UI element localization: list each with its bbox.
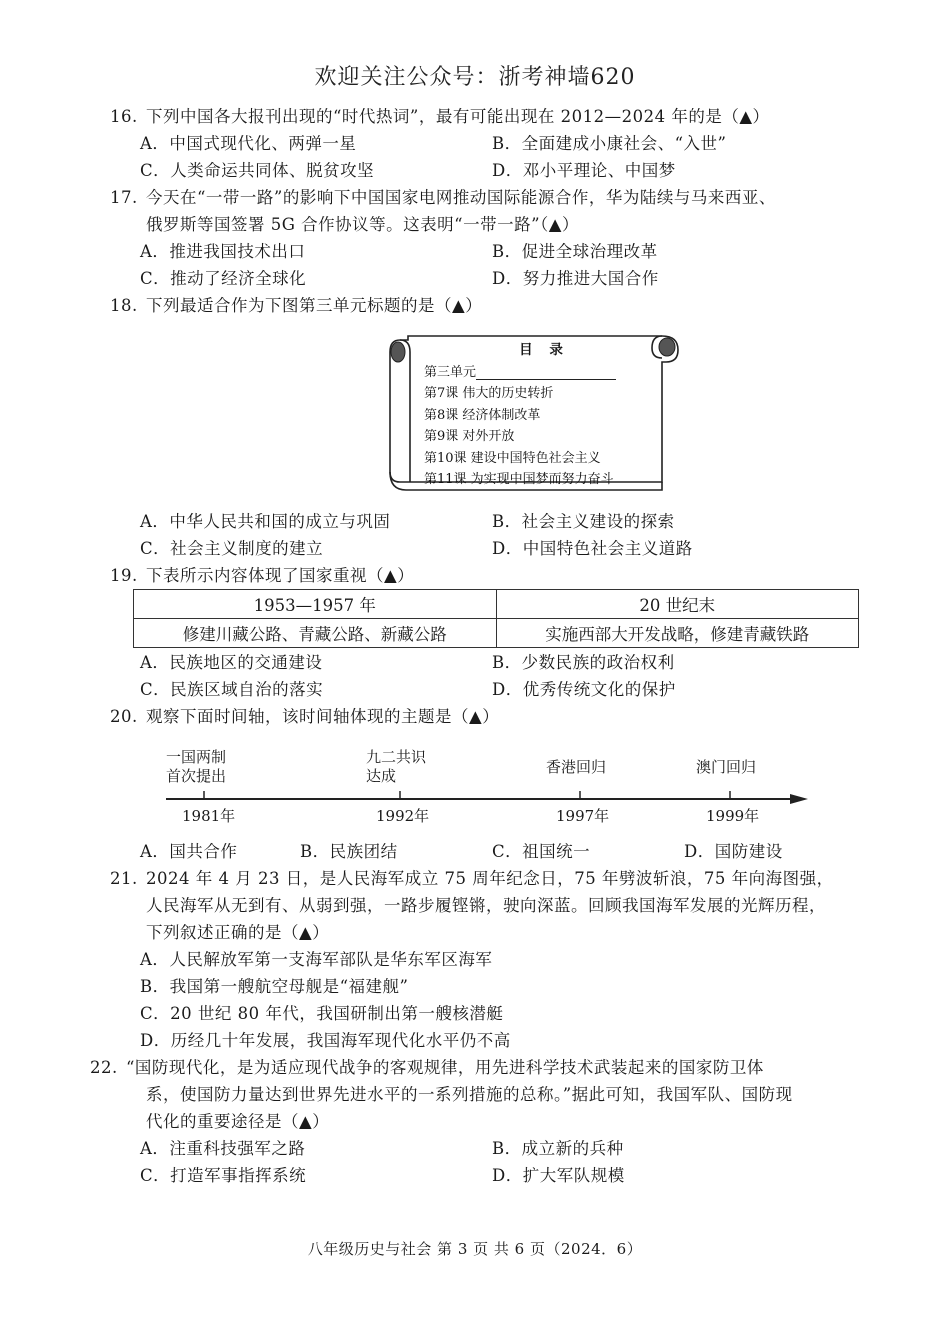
toc-lesson: 第9课 对外开放 xyxy=(424,429,515,444)
timeline-year: 1997年 xyxy=(556,807,610,825)
option-a[interactable]: A．民族地区的交通建设 xyxy=(140,653,323,672)
timeline-year: 1992年 xyxy=(376,807,430,825)
option-b[interactable]: B．促进全球治理改革 xyxy=(492,242,658,261)
question-number: 22. xyxy=(90,1058,118,1077)
question-number: 19. xyxy=(110,566,138,585)
reunification-timeline xyxy=(160,744,820,834)
table-cell: 实施西部大开发战略，修建青藏铁路 xyxy=(496,619,859,648)
question-number: 21. xyxy=(110,869,138,888)
option-c[interactable]: C．民族区域自治的落实 xyxy=(140,680,324,699)
option-a[interactable]: A．国共合作 xyxy=(140,842,238,861)
question-21 xyxy=(110,865,870,1054)
question-number: 18. xyxy=(110,296,138,315)
option-d[interactable]: D．扩大军队规模 xyxy=(492,1166,625,1185)
event-label-line-1: 澳门回归 xyxy=(696,758,757,776)
toc-lesson: 第7课 伟大的历史转折 xyxy=(424,386,554,401)
question-stem-line-2: 系，使国防力量达到世界先进水平的一系列措施的总称。”据此可知，我国军队、国防现 xyxy=(146,1085,793,1104)
question-stem-line-2: 人民海军从无到有、从弱到强，一路步履铿锵，驶向深蓝。回顾我国海军发展的光辉历程， xyxy=(146,896,826,915)
question-number: 20. xyxy=(110,707,138,726)
table-of-contents-scroll xyxy=(386,322,682,497)
option-b[interactable]: B．我国第一艘航空母舰是“福建舰” xyxy=(140,977,409,996)
question-22 xyxy=(90,1054,870,1189)
option-a[interactable]: A．中华人民共和国的成立与巩固 xyxy=(140,512,391,531)
option-c[interactable]: C．祖国统一 xyxy=(492,842,591,861)
event-label-line-2: 达成 xyxy=(366,767,397,785)
option-d[interactable]: D．国防建设 xyxy=(684,842,783,861)
toc-content xyxy=(424,340,664,491)
question-stem: 下列中国各大报刊出现的“时代热词”，最有可能出现在 2012—2024 年的是（▲） xyxy=(146,107,770,126)
question-18-options xyxy=(110,508,870,562)
table-header-cell: 20 世纪末 xyxy=(496,590,859,619)
option-b[interactable]: B．民族团结 xyxy=(300,842,398,861)
option-a[interactable]: A．推进我国技术出口 xyxy=(140,242,306,261)
option-b[interactable]: B．少数民族的政治权利 xyxy=(492,653,675,672)
question-16 xyxy=(110,103,870,184)
option-a[interactable]: A．中国式现代化、两弹一星 xyxy=(140,134,357,153)
option-b[interactable]: B．成立新的兵种 xyxy=(492,1139,624,1158)
event-label-line-1: 九二共识 xyxy=(366,748,427,766)
option-c[interactable]: C．推动了经济全球化 xyxy=(140,269,307,288)
question-19-options xyxy=(110,649,870,703)
timeline-year: 1999年 xyxy=(706,807,760,825)
road-construction-table xyxy=(133,589,859,648)
option-a[interactable]: A．人民解放军第一支海军部队是华东军区海军 xyxy=(140,950,493,969)
option-d[interactable]: D．努力推进大国合作 xyxy=(492,269,659,288)
question-18 xyxy=(110,292,870,319)
option-d[interactable]: D．邓小平理论、中国梦 xyxy=(492,161,676,180)
question-stem: 下列最适合作为下图第三单元标题的是（▲） xyxy=(146,296,483,315)
timeline-event-1997 xyxy=(546,758,606,777)
blank-line xyxy=(476,365,616,380)
event-label-line-1: 香港回归 xyxy=(546,758,607,776)
question-20-options xyxy=(110,838,870,865)
event-label-line-2: 首次提出 xyxy=(166,767,227,785)
question-stem: 观察下面时间轴，该时间轴体现的主题是（▲） xyxy=(146,707,500,726)
question-19 xyxy=(110,562,870,589)
table-cell: 修建川藏公路、青藏公路、新藏公路 xyxy=(134,619,497,648)
toc-title: 目 录 xyxy=(519,342,569,358)
option-c[interactable]: C．社会主义制度的建立 xyxy=(140,539,324,558)
toc-lesson: 第8课 经济体制改革 xyxy=(424,407,541,423)
event-label-line-1: 一国两制 xyxy=(166,748,227,766)
option-c[interactable]: C．人类命运共同体、脱贫攻坚 xyxy=(140,161,375,180)
question-stem-line-1: 2024 年 4 月 23 日，是人民海军成立 75 周年纪念日，75 年劈波斩浪，75 年向海图强， xyxy=(146,869,834,888)
option-a[interactable]: A．注重科技强军之路 xyxy=(140,1139,306,1158)
option-d[interactable]: D．优秀传统文化的保护 xyxy=(492,680,676,699)
timeline-event-1981 xyxy=(166,748,226,786)
question-17 xyxy=(110,184,870,292)
option-b[interactable]: B．社会主义建设的探索 xyxy=(492,512,675,531)
question-stem-line-1: “国防现代化，是为适应现代战争的客观规律，用先进科学技术武装起来的国家防卫体 xyxy=(126,1058,764,1077)
toc-lesson: 第10课 建设中国特色社会主义 xyxy=(424,450,601,466)
question-stem-line-3: 下列叙述正确的是（▲） xyxy=(146,923,330,942)
question-stem-line-1: 今天在“一带一路”的影响下中国国家电网推动国际能源合作，华为陆续与马来西亚、 xyxy=(146,188,776,207)
option-d[interactable]: D．中国特色社会主义道路 xyxy=(492,539,693,558)
toc-unit: 第三单元 xyxy=(424,364,477,380)
option-d[interactable]: D．历经几十年发展，我国海军现代化水平仍不高 xyxy=(140,1031,511,1050)
timeline-event-1992 xyxy=(366,748,426,786)
timeline-event-1999 xyxy=(696,758,756,777)
question-stem: 下表所示内容体现了国家重视（▲） xyxy=(146,566,415,585)
option-c[interactable]: C．20 世纪 80 年代，我国研制出第一艘核潜艇 xyxy=(140,1004,504,1023)
table-header-cell: 1953—1957 年 xyxy=(134,590,497,619)
timeline-year: 1981年 xyxy=(182,807,236,825)
question-number: 16. xyxy=(110,107,138,126)
page-footer: 八年级历史与社会 第 3 页 共 6 页（2024．6） xyxy=(307,1240,643,1258)
question-stem-line-3: 代化的重要途径是（▲） xyxy=(146,1112,330,1131)
option-b[interactable]: B．全面建成小康社会、“入世” xyxy=(492,134,727,153)
question-stem-line-2: 俄罗斯等国签署 5G 合作协议等。这表明“一带一路”（▲） xyxy=(146,215,579,234)
option-c[interactable]: C．打造军事指挥系统 xyxy=(140,1166,307,1185)
watermark-header: 欢迎关注公众号：浙考神墙620 xyxy=(314,65,636,90)
question-20 xyxy=(110,703,870,730)
toc-lesson: 第11课 为实现中国梦而努力奋斗 xyxy=(424,472,614,487)
question-number: 17. xyxy=(110,188,138,207)
